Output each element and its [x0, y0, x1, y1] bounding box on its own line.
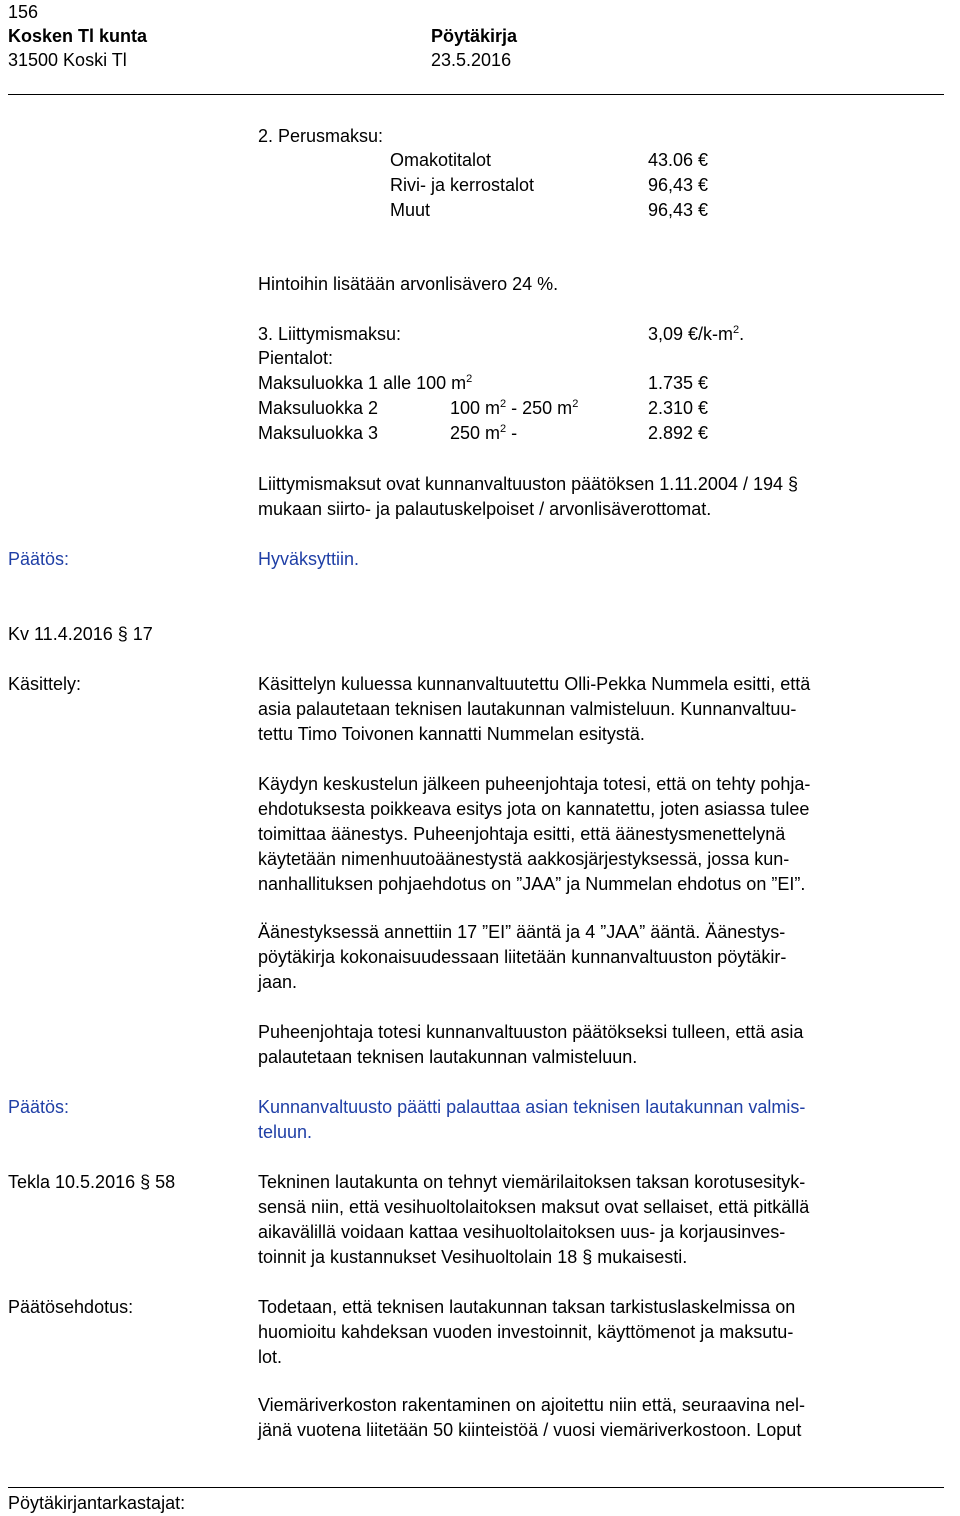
liittymismaksu-note: mukaan siirto- ja palautuskelpoiset / arvonlisäverottomat.: [258, 499, 712, 519]
perusmaksu-row-label: Omakotitalot: [390, 150, 492, 170]
text-line: Puheenjohtaja totesi kunnanvaltuuston päätökseksi tulleen, että asia: [258, 1022, 804, 1042]
vat-note: Hintoihin lisätään arvonlisävero 24 %.: [258, 274, 559, 294]
liittymismaksu-heading: 3. Liittymismaksu:: [258, 324, 402, 344]
document-date: 23.5.2016: [431, 50, 512, 70]
text-line: Käydyn keskustelun jälkeen puheenjohtaja totesi, että on tehty pohja-: [258, 774, 811, 794]
maksuluokka-value: 2.892 €: [648, 423, 709, 443]
kv-reference: Kv 11.4.2016 § 17: [8, 624, 153, 644]
decision-label: Päätös:: [8, 1097, 70, 1117]
text-line: lot.: [258, 1347, 283, 1367]
tekla-reference: Tekla 10.5.2016 § 58: [8, 1172, 176, 1192]
text-line: jänä vuotena liitetään 50 kiinteistöä / vuosi viemäriverkostoon. Loput: [258, 1420, 802, 1440]
perusmaksu-row-value: 96,43 €: [648, 200, 709, 220]
proposal-paragraph: [258, 1393, 926, 1443]
perusmaksu-row-value: 43.06 €: [648, 150, 709, 170]
decision-text: Hyväksyttiin.: [258, 549, 360, 569]
page-number: 156: [8, 2, 39, 22]
text-line: pöytäkirja kokonaisuudessaan liitetään kunnanvaltuuston pöytäkir-: [258, 947, 787, 967]
text-line: palautetaan teknisen lautakunnan valmisteluun.: [258, 1047, 638, 1067]
liittymismaksu-note: Liittymismaksut ovat kunnanvaltuuston päätöksen 1.11.2004 / 194 §: [258, 474, 799, 494]
maksuluokka-range: 250 $m^2$ -: [450, 423, 518, 443]
text-line: Viemäriverkoston rakentaminen on ajoitettu niin että, seuraavina nel-: [258, 1395, 805, 1415]
decision-text: [258, 1095, 926, 1145]
proposal-label: Päätösehdotus:: [8, 1297, 134, 1317]
kasittely-label: Käsittely:: [8, 674, 82, 694]
pientalot-label: Pientalot:: [258, 348, 334, 368]
kasittely-paragraph: [258, 672, 926, 747]
kasittely-paragraph: [258, 920, 926, 995]
proposal-paragraph: [258, 1295, 926, 1370]
text-line: käytetään nimenhuutoäänestystä aakkosjärjestyksessä, jossa kun-: [258, 849, 790, 869]
text-line: Kunnanvaltuusto päätti palauttaa asian teknisen lautakunnan valmis-: [258, 1097, 806, 1117]
tekla-paragraph: [258, 1170, 926, 1270]
text-line: Tekninen lautakunta on tehnyt viemärilaitoksen taksan korotusesityk-: [258, 1172, 806, 1192]
text-line: asia palautetaan teknisen lautakunnan valmisteluun. Kunnanvaltuu-: [258, 699, 797, 719]
perusmaksu-row-label: Rivi- ja kerrostalot: [390, 175, 535, 195]
perusmaksu-heading: 2. Perusmaksu:: [258, 126, 384, 146]
text-line: Todetaan, että teknisen lautakunnan taksan tarkistuslaskelmissa on: [258, 1297, 796, 1317]
document-type: Pöytäkirja: [431, 26, 518, 46]
footer-divider: [8, 1487, 944, 1488]
text-line: Äänestyksessä annettiin 17 ”EI” ääntä ja 4 ”JAA” ääntä. Äänestys-: [258, 922, 786, 942]
text-line: Käsittelyn kuluessa kunnanvaltuutettu Olli-Pekka Nummela esitti, että: [258, 674, 811, 694]
kasittely-paragraph: [258, 772, 926, 897]
maksuluokka-label: Maksuluokka 1 alle 100 $m^2$: [258, 373, 473, 393]
text-line: toimittaa äänestys. Puheenjohtaja esitti, että äänestysmenettelynä: [258, 824, 786, 844]
organization-address: 31500 Koski Tl: [8, 50, 127, 70]
footer-label: Pöytäkirjantarkastajat:: [8, 1493, 186, 1513]
maksuluokka-label: Maksuluokka 2: [258, 398, 379, 418]
maksuluokka-value: 1.735 €: [648, 373, 709, 393]
text-line: sensä niin, että vesihuoltolaitoksen maksut ovat sellaiset, että pitkällä: [258, 1197, 810, 1217]
maksuluokka-range: 100 $m^2 - 250$ $m^2$: [450, 398, 579, 418]
perusmaksu-row-label: Muut: [390, 200, 431, 220]
text-line: tettu Timo Toivonen kannatti Nummelan esitystä.: [258, 724, 645, 744]
text-line: ehdotuksesta poikkeava esitys jota on kannatettu, joten asiassa tulee: [258, 799, 810, 819]
liittymismaksu-rate: 3,09 $€/k-m^2$.: [648, 324, 745, 344]
text-line: toinnit ja kustannukset Vesihuoltolain 18 § mukaisesti.: [258, 1247, 688, 1267]
organization-name: Kosken Tl kunta: [8, 26, 148, 46]
header-divider: [8, 94, 944, 95]
decision-label: Päätös:: [8, 549, 70, 569]
text-line: nanhallituksen pohjaehdotus on ”JAA” ja Nummelan ehdotus on ”EI”.: [258, 874, 806, 894]
text-line: aikavälillä voidaan kattaa vesihuoltolaitoksen uus- ja korjausinves-: [258, 1222, 786, 1242]
text-line: teluun.: [258, 1122, 313, 1142]
maksuluokka-label: Maksuluokka 3: [258, 423, 379, 443]
maksuluokka-value: 2.310 €: [648, 398, 709, 418]
text-line: huomioitu kahdeksan vuoden investoinnit, käyttömenot ja maksutu-: [258, 1322, 794, 1342]
text-line: jaan.: [258, 972, 298, 992]
perusmaksu-row-value: 96,43 €: [648, 175, 709, 195]
kasittely-paragraph: [258, 1020, 926, 1070]
